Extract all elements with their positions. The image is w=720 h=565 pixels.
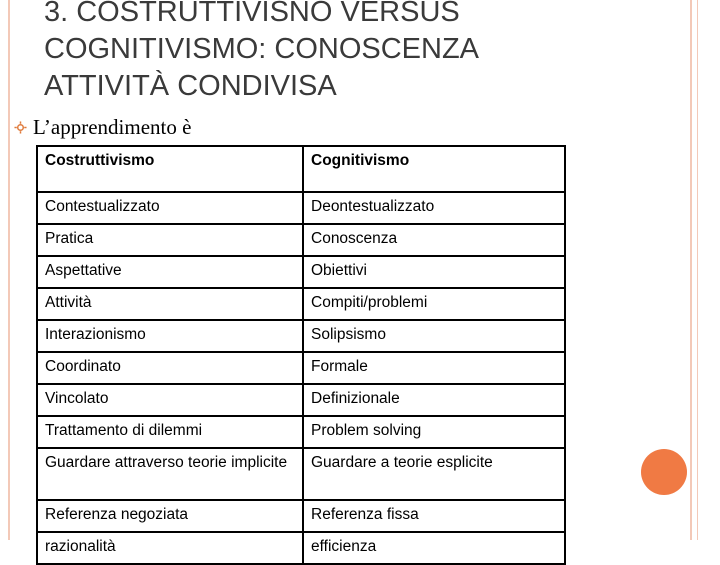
table-row xyxy=(37,416,565,448)
title-line-2: COGNITIVISMO: CONOSCENZA xyxy=(44,33,480,65)
bullet-item xyxy=(14,113,191,141)
table-row xyxy=(37,352,565,384)
table-row xyxy=(37,384,565,416)
table-cell: Obiettivi xyxy=(303,256,565,288)
table-cell: Solipsismo xyxy=(303,320,565,352)
slide-frame-right-line-inner xyxy=(697,0,698,540)
table-cell: Vincolato xyxy=(37,384,303,416)
table-row xyxy=(37,256,565,288)
table-cell: Trattamento di dilemmi xyxy=(37,416,303,448)
table-row xyxy=(37,224,565,256)
table-cell: Formale xyxy=(303,352,565,384)
table-cell: Interazionismo xyxy=(37,320,303,352)
table-cell: Aspettative xyxy=(37,256,303,288)
bullet-text: L’apprendimento è xyxy=(33,114,192,139)
table-cell: Referenza negoziata xyxy=(37,500,303,532)
slide-title xyxy=(44,0,644,105)
table-cell: Coordinato xyxy=(37,352,303,384)
table-cell: Referenza fissa xyxy=(303,500,565,532)
table-cell: Contestualizzato xyxy=(37,192,303,224)
table-row xyxy=(37,288,565,320)
sun-bullet-icon xyxy=(14,121,27,134)
table-cell: razionalità xyxy=(37,532,303,564)
table-cell: Deontestualizzato xyxy=(303,192,565,224)
table-row xyxy=(37,500,565,532)
table-header-row xyxy=(37,146,565,192)
table-row xyxy=(37,320,565,352)
table-cell: Definizionale xyxy=(303,384,565,416)
table-cell: Guardare a teorie esplicite xyxy=(303,448,565,500)
table-row xyxy=(37,448,565,500)
header-cell-costruttivismo: Costruttivismo xyxy=(37,146,303,192)
table-row xyxy=(37,532,565,564)
table-cell: Attività xyxy=(37,288,303,320)
table-cell: Conoscenza xyxy=(303,224,565,256)
title-line-1: 3. COSTRUTTIVISNO VERSUS xyxy=(44,0,460,28)
decorative-orange-circle xyxy=(641,449,687,495)
comparison-table xyxy=(36,145,566,565)
table-cell: efficienza xyxy=(303,532,565,564)
table-cell: Pratica xyxy=(37,224,303,256)
slide-frame-right-line xyxy=(690,0,692,540)
table-cell: Guardare attraverso teorie implicite xyxy=(37,448,303,500)
table-row xyxy=(37,192,565,224)
table-cell: Problem solving xyxy=(303,416,565,448)
slide-frame-left-line xyxy=(8,0,10,540)
title-line-3: ATTIVITÀ CONDIVISA xyxy=(44,70,337,102)
header-cell-cognitivismo: Cognitivismo xyxy=(303,146,565,192)
table-cell: Compiti/problemi xyxy=(303,288,565,320)
